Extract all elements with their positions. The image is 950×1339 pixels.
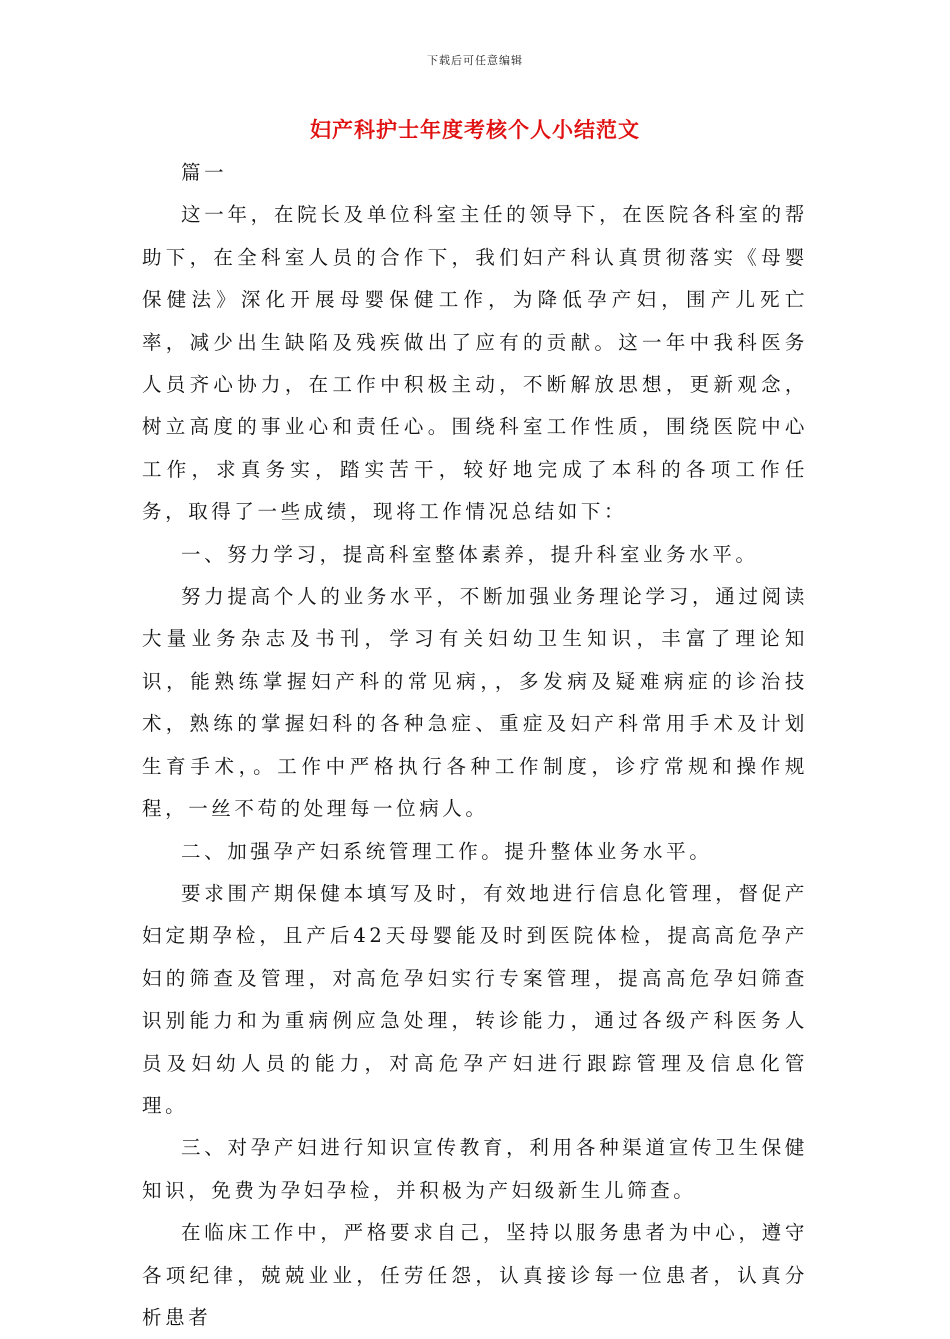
- intro-paragraph: 这一年，在院长及单位科室主任的领导下，在医院各科室的帮助下，在全科室人员的合作下，我们妇产科认真贯彻落实《母婴保健法》深化开展母婴保健工作，为降低孕产妇，围产儿死亡率，减少出生缺陷及残疾做出了应有的贡献。这一年中我科医务人员齐心协力，在工作中积极主动，不断解放思想，更新观念，树立高度的事业心和责任心。围绕科室工作性质，围绕医院中心工作，求真务实，踏实苦干，较好地完成了本科的各项工作任务，取得了一些成绩，现将工作情况总结如下：: [142, 203, 808, 524]
- section-heading-1: 一、努力学习，提高科室整体素养，提升科室业务水平。: [181, 542, 759, 566]
- body-paragraph-3: 在临床工作中，严格要求自己，坚持以服务患者为中心，遵守各项纪律，兢兢业业，任劳任怨，认真接诊每一位患者，认真分析患者: [142, 1221, 808, 1329]
- section-label: 篇一: [181, 161, 228, 184]
- body-paragraph-1: 努力提高个人的业务水平，不断加强业务理论学习，通过阅读大量业务杂志及书刊，学习有关妇幼卫生知识，丰富了理论知识，能熟练掌握妇产科的常见病，，多发病及疑难病症的诊治技术，熟练的掌握妇科的各种急症、重症及妇产科常用手术及计划生育手术，。工作中严格执行各种工作制度，诊疗常规和操作规程，一丝不苟的处理每一位病人。: [142, 585, 808, 821]
- page-header-note: 下载后可任意编辑: [427, 54, 523, 67]
- document-body: [142, 152, 808, 1339]
- section-heading-2: 二、加强孕产妇系统管理工作。提升整体业务水平。: [181, 839, 713, 863]
- body-paragraph-2: 要求围产期保健本填写及时，有效地进行信息化管理，督促产妇定期孕检，且产后42天母婴能及时到医院体检，提高高危孕产妇的筛查及管理，对高危孕妇实行专案管理，提高高危孕妇筛查识别能力和为重病例应急处理，转诊能力，通过各级产科医务人员及妇幼人员的能力，对高危孕产妇进行跟踪管理及信息化管理。: [142, 881, 808, 1117]
- document-title: 妇产科护士年度考核个人小结范文: [310, 117, 640, 142]
- section-heading-3: 三、对孕产妇进行知识宣传教育，利用各种渠道宣传卫生保健知识，免费为孕妇孕检，并积极为产妇级新生儿筛查。: [142, 1136, 808, 1202]
